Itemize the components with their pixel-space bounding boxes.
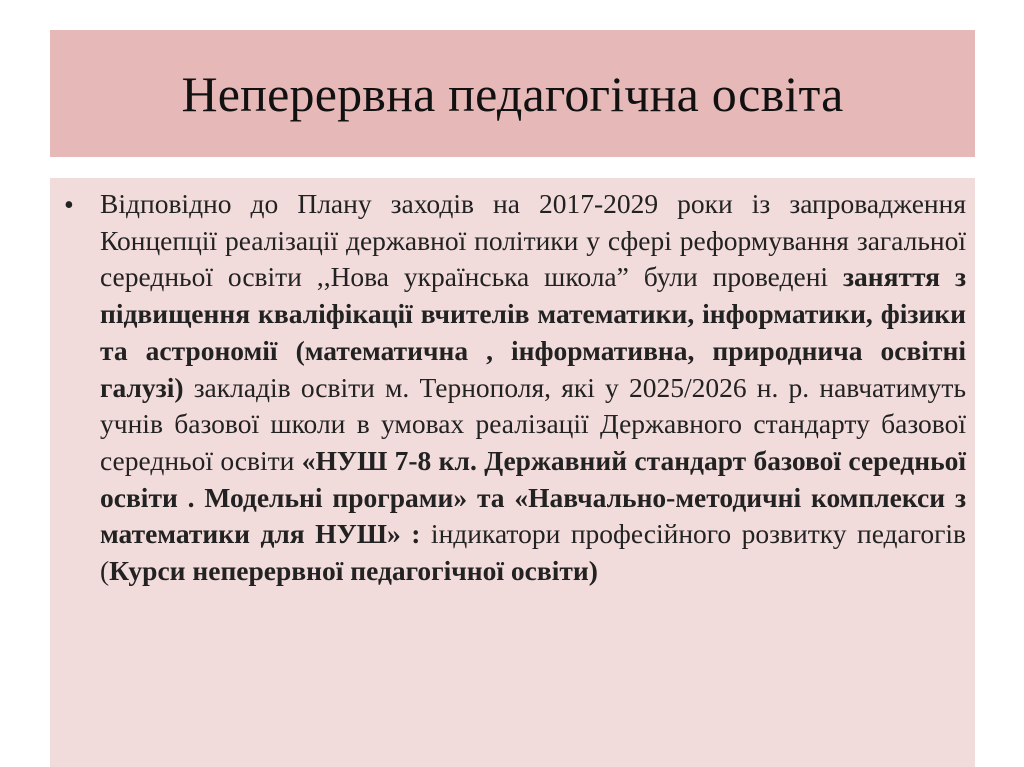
content-panel [50,178,975,767]
paragraph-bold-3: Курси неперервної педагогічної освіти) [109,555,598,587]
paragraph-text-1: Відповідно до Плану заходів на 2017-2029 роки із запровадження Концепції реалізації державної політики у сфері реформування загальної середньої освіти ,,Нова українська школа” були проведені [100,188,966,293]
title-banner [50,30,975,157]
slide-title: Неперервна педагогічна освіта [181,65,844,122]
paragraph-bold-2: «НУШ 7-8 кл. Державний стандарт базової середньої освіти . Модельні програми» та «Навчально-методичні комплекси з математики для НУШ» : [100,444,966,550]
body-paragraph [100,186,966,590]
paragraph-bold-1: заняття з підвищення кваліфікації вчителів математики, інформатики, фізики та астрономії (математична , інформативна, природнича освітні галузі) [100,261,966,403]
bullet-marker: • [64,190,74,221]
paragraph-text-3: індикатори професійного розвитку педагогів ( [100,518,966,587]
paragraph-text-2: закладів освіти м. Тернополя, які у 2025/2026 н. р. навчатимуть учнів базової школи в умовах реалізації Державного стандарту базової середньої освіти [100,371,966,476]
